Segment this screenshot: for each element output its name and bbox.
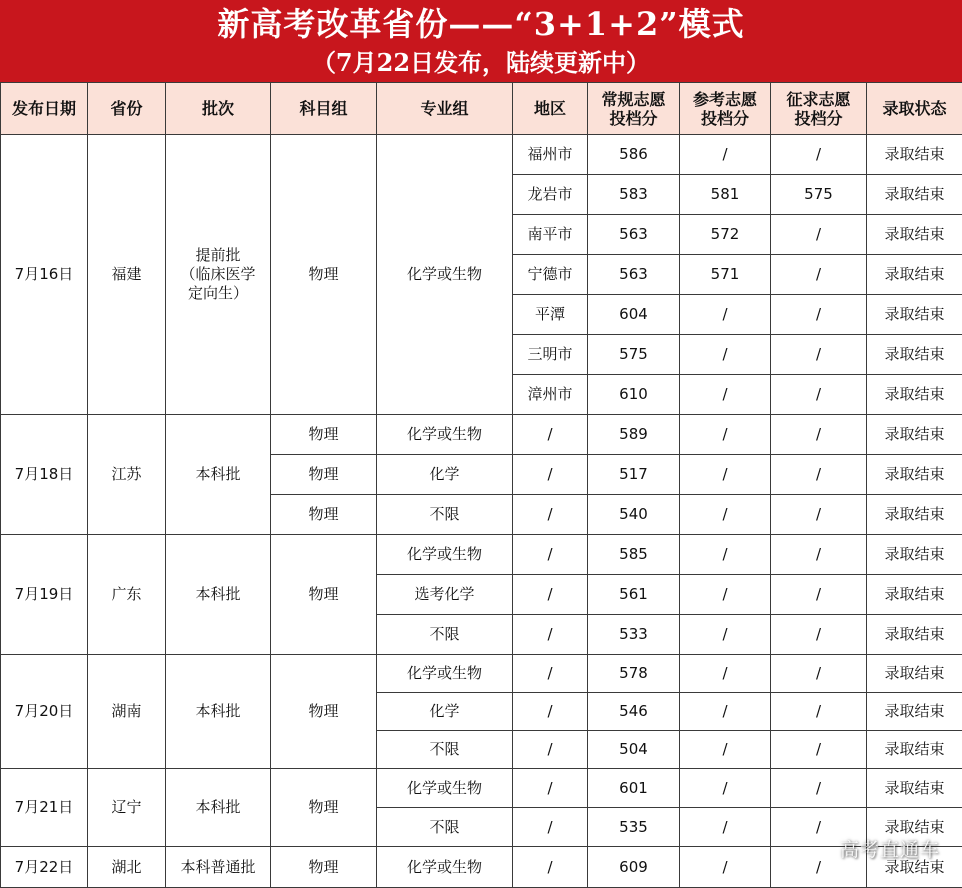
- solicit-score-cell: /: [771, 335, 867, 375]
- reference-score-cell: /: [680, 808, 771, 847]
- solicit-score-cell: /: [771, 808, 867, 847]
- regular-score-cell: 609: [588, 847, 680, 888]
- region-cell: /: [513, 455, 588, 495]
- batch-cell: 本科批: [166, 415, 271, 535]
- region-cell: 南平市: [513, 215, 588, 255]
- regular-score-cell: 504: [588, 731, 680, 769]
- batch-cell: 本科批: [166, 655, 271, 769]
- reference-score-cell: /: [680, 655, 771, 693]
- status-cell: 录取结束: [867, 375, 962, 415]
- subject-group-cell: 物理: [271, 495, 377, 535]
- reference-score-cell: 571: [680, 255, 771, 295]
- regular-score-cell: 535: [588, 808, 680, 847]
- status-cell: 录取结束: [867, 255, 962, 295]
- reference-score-cell: /: [680, 455, 771, 495]
- score-table: [0, 82, 962, 888]
- table-body: [1, 135, 962, 888]
- major-group-cell: 化学或生物: [377, 847, 513, 888]
- solicit-score-cell: /: [771, 495, 867, 535]
- table-row: [1, 769, 962, 808]
- regular-score-cell: 517: [588, 455, 680, 495]
- header-solicit-score: 征求志愿 投档分: [771, 83, 867, 135]
- status-cell: 录取结束: [867, 769, 962, 808]
- reference-score-cell: /: [680, 495, 771, 535]
- header-province: 省份: [88, 83, 166, 135]
- solicit-score-cell: /: [771, 615, 867, 655]
- regular-score-cell: 578: [588, 655, 680, 693]
- status-cell: 录取结束: [867, 295, 962, 335]
- status-cell: 录取结束: [867, 215, 962, 255]
- subject-group-cell: 物理: [271, 655, 377, 769]
- major-group-cell: 化学或生物: [377, 655, 513, 693]
- release-date-cell: 7月19日: [1, 535, 88, 655]
- reference-score-cell: /: [680, 295, 771, 335]
- reference-score-cell: /: [680, 731, 771, 769]
- major-group-cell: 化学或生物: [377, 415, 513, 455]
- reference-score-cell: /: [680, 615, 771, 655]
- reference-score-cell: /: [680, 535, 771, 575]
- major-group-cell: 化学: [377, 455, 513, 495]
- batch-cell: 本科普通批: [166, 847, 271, 888]
- subject-group-cell: 物理: [271, 847, 377, 888]
- regular-score-cell: 561: [588, 575, 680, 615]
- release-date-cell: 7月20日: [1, 655, 88, 769]
- region-cell: /: [513, 535, 588, 575]
- reference-score-cell: /: [680, 135, 771, 175]
- title-banner: [0, 0, 962, 82]
- regular-score-cell: 563: [588, 255, 680, 295]
- status-cell: 录取结束: [867, 693, 962, 731]
- solicit-score-cell: /: [771, 135, 867, 175]
- reference-score-cell: 581: [680, 175, 771, 215]
- province-cell: 福建: [88, 135, 166, 415]
- regular-score-cell: 583: [588, 175, 680, 215]
- reference-score-cell: /: [680, 693, 771, 731]
- regular-score-cell: 575: [588, 335, 680, 375]
- status-cell: 录取结束: [867, 655, 962, 693]
- region-cell: 福州市: [513, 135, 588, 175]
- page-title: 新高考改革省份——“3+1+2”模式: [217, 5, 745, 43]
- major-group-cell: 化学或生物: [377, 535, 513, 575]
- header-row: [1, 83, 962, 135]
- status-cell: 录取结束: [867, 455, 962, 495]
- region-cell: /: [513, 615, 588, 655]
- release-date-cell: 7月18日: [1, 415, 88, 535]
- release-date-cell: 7月21日: [1, 769, 88, 847]
- status-cell: 录取结束: [867, 615, 962, 655]
- header-batch: 批次: [166, 83, 271, 135]
- regular-score-cell: 586: [588, 135, 680, 175]
- status-cell: 录取结束: [867, 808, 962, 847]
- table-row: [1, 415, 962, 455]
- region-cell: /: [513, 495, 588, 535]
- header-date: 发布日期: [1, 83, 88, 135]
- release-date-cell: 7月22日: [1, 847, 88, 888]
- status-cell: 录取结束: [867, 495, 962, 535]
- status-cell: 录取结束: [867, 847, 962, 888]
- regular-score-cell: 601: [588, 769, 680, 808]
- status-cell: 录取结束: [867, 335, 962, 375]
- subject-group-cell: 物理: [271, 135, 377, 415]
- reference-score-cell: /: [680, 375, 771, 415]
- province-cell: 辽宁: [88, 769, 166, 847]
- region-cell: 龙岩市: [513, 175, 588, 215]
- region-cell: /: [513, 808, 588, 847]
- status-cell: 录取结束: [867, 731, 962, 769]
- status-cell: 录取结束: [867, 175, 962, 215]
- major-group-cell: 化学: [377, 693, 513, 731]
- region-cell: /: [513, 731, 588, 769]
- status-cell: 录取结束: [867, 415, 962, 455]
- status-cell: 录取结束: [867, 135, 962, 175]
- batch-cell: 本科批: [166, 535, 271, 655]
- reference-score-cell: 572: [680, 215, 771, 255]
- table-row: [1, 847, 962, 888]
- header-subject-group: 科目组: [271, 83, 377, 135]
- status-cell: 录取结束: [867, 575, 962, 615]
- subject-group-cell: 物理: [271, 455, 377, 495]
- status-cell: 录取结束: [867, 535, 962, 575]
- regular-score-cell: 604: [588, 295, 680, 335]
- solicit-score-cell: /: [771, 455, 867, 495]
- regular-score-cell: 533: [588, 615, 680, 655]
- solicit-score-cell: /: [771, 535, 867, 575]
- major-group-cell: 不限: [377, 731, 513, 769]
- reference-score-cell: /: [680, 415, 771, 455]
- regular-score-cell: 589: [588, 415, 680, 455]
- solicit-score-cell: /: [771, 847, 867, 888]
- solicit-score-cell: /: [771, 575, 867, 615]
- watermark: 高考直通车: [839, 839, 940, 861]
- solicit-score-cell: /: [771, 655, 867, 693]
- major-group-cell: 化学或生物: [377, 135, 513, 415]
- reference-score-cell: /: [680, 769, 771, 808]
- region-cell: /: [513, 415, 588, 455]
- major-group-cell: 选考化学: [377, 575, 513, 615]
- regular-score-cell: 610: [588, 375, 680, 415]
- solicit-score-cell: 575: [771, 175, 867, 215]
- regular-score-cell: 546: [588, 693, 680, 731]
- solicit-score-cell: /: [771, 693, 867, 731]
- subject-group-cell: 物理: [271, 535, 377, 655]
- region-cell: /: [513, 655, 588, 693]
- province-cell: 广东: [88, 535, 166, 655]
- reference-score-cell: /: [680, 575, 771, 615]
- batch-cell: 本科批: [166, 769, 271, 847]
- subject-group-cell: 物理: [271, 769, 377, 847]
- solicit-score-cell: /: [771, 295, 867, 335]
- province-cell: 湖南: [88, 655, 166, 769]
- header-status: 录取状态: [867, 83, 962, 135]
- regular-score-cell: 563: [588, 215, 680, 255]
- header-region: 地区: [513, 83, 588, 135]
- province-cell: 湖北: [88, 847, 166, 888]
- solicit-score-cell: /: [771, 215, 867, 255]
- major-group-cell: 化学或生物: [377, 769, 513, 808]
- page-subtitle: （7月22日发布，陆续更新中）: [311, 48, 651, 77]
- region-cell: /: [513, 575, 588, 615]
- regular-score-cell: 540: [588, 495, 680, 535]
- solicit-score-cell: /: [771, 769, 867, 808]
- header-reference-score: 参考志愿 投档分: [680, 83, 771, 135]
- header-regular-score: 常规志愿 投档分: [588, 83, 680, 135]
- region-cell: /: [513, 847, 588, 888]
- release-date-cell: 7月16日: [1, 135, 88, 415]
- reference-score-cell: /: [680, 847, 771, 888]
- province-cell: 江苏: [88, 415, 166, 535]
- region-cell: 宁德市: [513, 255, 588, 295]
- region-cell: 平潭: [513, 295, 588, 335]
- table-row: [1, 135, 962, 175]
- solicit-score-cell: /: [771, 375, 867, 415]
- region-cell: 三明市: [513, 335, 588, 375]
- region-cell: /: [513, 693, 588, 731]
- regular-score-cell: 585: [588, 535, 680, 575]
- solicit-score-cell: /: [771, 731, 867, 769]
- region-cell: /: [513, 769, 588, 808]
- major-group-cell: 不限: [377, 495, 513, 535]
- region-cell: 漳州市: [513, 375, 588, 415]
- solicit-score-cell: /: [771, 415, 867, 455]
- header-major-group: 专业组: [377, 83, 513, 135]
- solicit-score-cell: /: [771, 255, 867, 295]
- table-row: [1, 535, 962, 575]
- major-group-cell: 不限: [377, 808, 513, 847]
- table-row: [1, 655, 962, 693]
- subject-group-cell: 物理: [271, 415, 377, 455]
- major-group-cell: 不限: [377, 615, 513, 655]
- batch-cell: 提前批 （临床医学 定向生）: [166, 135, 271, 415]
- reference-score-cell: /: [680, 335, 771, 375]
